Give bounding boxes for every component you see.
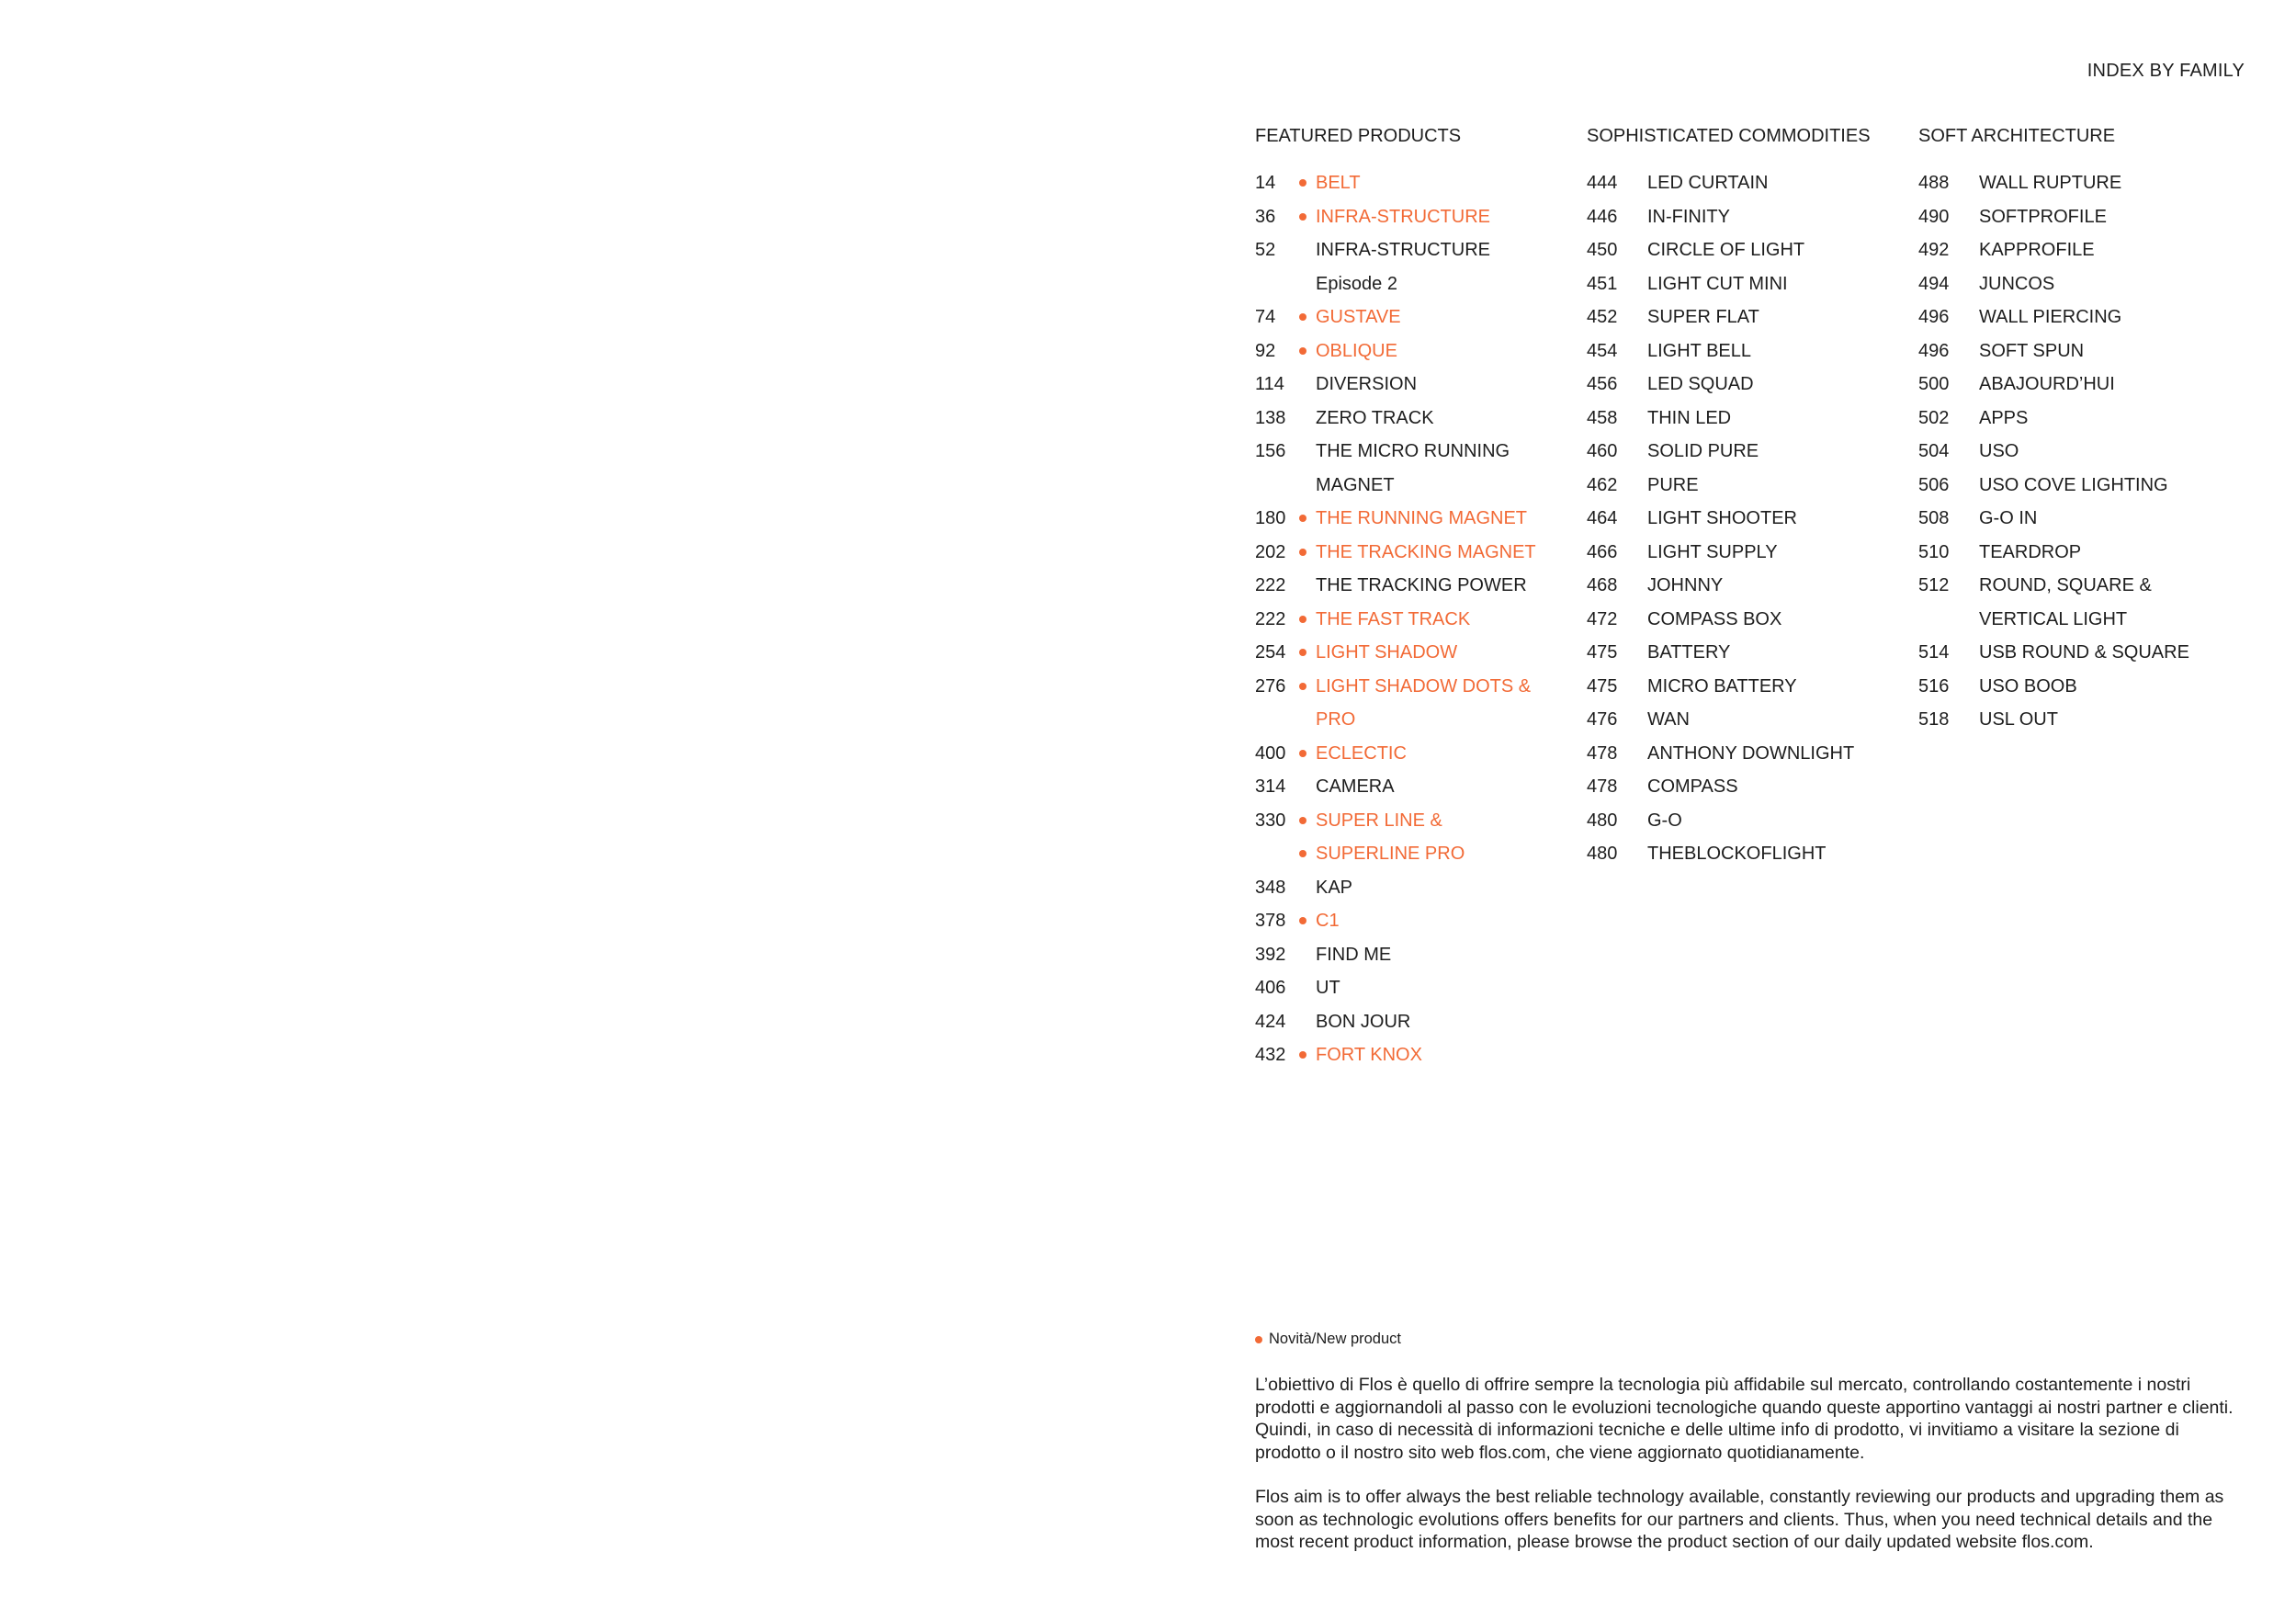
product-title: DIVERSION xyxy=(1316,374,1418,394)
column-title: SOFT ARCHITECTURE xyxy=(1918,126,2116,146)
index-row xyxy=(1255,1005,1586,1039)
bullet-slot xyxy=(1292,804,1316,838)
bullet-slot xyxy=(1292,670,1316,704)
product-title: TEARDROP xyxy=(1979,541,2082,562)
index-row xyxy=(1255,267,1586,301)
page-number: 496 xyxy=(1918,340,1950,361)
index-row xyxy=(1255,402,1586,436)
page-number: 378 xyxy=(1255,911,1286,931)
index-row xyxy=(1587,200,1917,234)
product-title: MAGNET xyxy=(1316,474,1395,495)
page-number: 52 xyxy=(1255,240,1276,260)
page-number: 516 xyxy=(1918,675,1950,697)
page-number: 478 xyxy=(1587,742,1618,764)
page-number: 462 xyxy=(1587,474,1618,495)
product-title: SUPER FLAT xyxy=(1647,307,1759,327)
index-row xyxy=(1587,670,1917,704)
product-title: APPS xyxy=(1979,407,2029,428)
product-title: COMPASS BOX xyxy=(1647,608,1782,629)
column-title: FEATURED PRODUCTS xyxy=(1255,126,1462,146)
page-number: 446 xyxy=(1587,206,1618,227)
index-row xyxy=(1587,368,1917,402)
new-product-dot-icon xyxy=(1299,616,1306,623)
page-number: 180 xyxy=(1255,508,1286,528)
page-number: 504 xyxy=(1918,441,1950,461)
page-number: 512 xyxy=(1918,575,1950,595)
new-product-dot-icon xyxy=(1299,213,1306,221)
index-row xyxy=(1255,871,1586,905)
product-title: COMPASS xyxy=(1647,776,1738,797)
new-product-dot-icon xyxy=(1299,683,1306,690)
page-number: 424 xyxy=(1255,1011,1286,1032)
page-number: 494 xyxy=(1918,273,1950,294)
product-title: G-O IN xyxy=(1979,508,2038,528)
product-title: CIRCLE OF LIGHT xyxy=(1647,240,1805,260)
page-number: 330 xyxy=(1255,810,1286,831)
index-row xyxy=(1255,469,1586,503)
index-row xyxy=(1255,502,1586,536)
page-number: 456 xyxy=(1587,374,1618,394)
index-row xyxy=(1255,603,1586,637)
page-number: 450 xyxy=(1587,240,1618,260)
index-row xyxy=(1587,703,1917,737)
index-row xyxy=(1255,737,1586,771)
index-row xyxy=(1255,435,1586,469)
bullet-slot xyxy=(1292,904,1316,938)
bullet-slot xyxy=(1292,871,1316,905)
page-number: 348 xyxy=(1255,877,1286,898)
bullet-slot xyxy=(1292,402,1316,436)
index-row xyxy=(1255,536,1586,570)
index-row xyxy=(1918,267,2249,301)
product-title: JOHNNY xyxy=(1647,575,1724,595)
page-number: 506 xyxy=(1918,474,1950,495)
page-number: 500 xyxy=(1918,374,1950,394)
index-row xyxy=(1587,603,1917,637)
index-row xyxy=(1918,300,2249,334)
page-number xyxy=(1255,267,1292,301)
new-product-dot-icon xyxy=(1299,750,1306,757)
bullet-slot xyxy=(1292,267,1316,301)
product-title: LED SQUAD xyxy=(1647,374,1754,394)
product-title: LIGHT SHOOTER xyxy=(1647,508,1797,528)
index-row xyxy=(1587,536,1917,570)
page-number xyxy=(1918,603,1979,637)
new-product-legend xyxy=(1255,1331,1401,1348)
bullet-slot xyxy=(1292,603,1316,637)
index-row xyxy=(1587,300,1917,334)
index-row xyxy=(1587,804,1917,838)
page-number: 454 xyxy=(1587,340,1618,361)
product-title: USL OUT xyxy=(1979,709,2058,730)
bullet-slot xyxy=(1292,636,1316,670)
product-list xyxy=(1587,166,1917,871)
index-row xyxy=(1255,200,1586,234)
product-list xyxy=(1918,166,2249,737)
page-number xyxy=(1255,703,1292,737)
product-title: JUNCOS xyxy=(1979,273,2055,294)
bullet-slot xyxy=(1292,737,1316,771)
product-title: G-O xyxy=(1647,810,1682,831)
page-number: 406 xyxy=(1255,978,1286,998)
index-row xyxy=(1255,368,1586,402)
index-row xyxy=(1587,737,1917,771)
new-product-dot-icon xyxy=(1299,850,1306,857)
index-row xyxy=(1255,703,1586,737)
product-title: FIND ME xyxy=(1316,944,1392,965)
index-header: INDEX BY FAMILY xyxy=(2087,61,2245,81)
index-row xyxy=(1918,200,2249,234)
product-title: LIGHT BELL xyxy=(1647,340,1752,361)
index-row xyxy=(1918,569,2249,603)
bullet-slot xyxy=(1292,971,1316,1005)
product-title: THEBLOCKOFLIGHT xyxy=(1647,844,1827,864)
product-title: SUPER LINE & xyxy=(1316,810,1442,831)
page-number: 510 xyxy=(1918,541,1950,562)
product-title: MICRO BATTERY xyxy=(1647,675,1797,697)
product-title: ECLECTIC xyxy=(1316,742,1407,764)
product-title: FORT KNOX xyxy=(1316,1045,1422,1065)
page-number: 458 xyxy=(1587,407,1618,428)
bullet-slot xyxy=(1292,1038,1316,1072)
index-row xyxy=(1255,300,1586,334)
index-row xyxy=(1918,502,2249,536)
page-number: 502 xyxy=(1918,407,1950,428)
index-row xyxy=(1255,971,1586,1005)
index-row xyxy=(1587,502,1917,536)
product-title: SOFT SPUN xyxy=(1979,340,2085,361)
bullet-slot xyxy=(1292,770,1316,804)
page-number xyxy=(1255,837,1292,871)
page-number: 222 xyxy=(1255,575,1286,595)
bullet-slot xyxy=(1292,1005,1316,1039)
page-number: 14 xyxy=(1255,173,1276,193)
index-row xyxy=(1255,837,1586,871)
index-row xyxy=(1918,368,2249,402)
bullet-slot xyxy=(1292,536,1316,570)
page-number: 156 xyxy=(1255,441,1286,461)
product-title: THE TRACKING MAGNET xyxy=(1316,541,1536,562)
page-number: 392 xyxy=(1255,944,1286,965)
index-row xyxy=(1918,166,2249,200)
index-row xyxy=(1587,267,1917,301)
product-title: LIGHT SUPPLY xyxy=(1647,541,1778,562)
index-row xyxy=(1255,804,1586,838)
bullet-slot xyxy=(1292,166,1316,200)
bullet-slot xyxy=(1292,233,1316,267)
index-row xyxy=(1587,837,1917,871)
index-row xyxy=(1587,233,1917,267)
product-title: USO COVE LIGHTING xyxy=(1979,474,2168,495)
product-title: USB ROUND & SQUARE xyxy=(1979,642,2189,663)
index-row xyxy=(1587,402,1917,436)
product-title: KAPPROFILE xyxy=(1979,240,2095,260)
product-title: BATTERY xyxy=(1647,642,1731,663)
page-number: 472 xyxy=(1587,608,1618,629)
product-title: WALL PIERCING xyxy=(1979,307,2122,327)
bullet-slot xyxy=(1292,569,1316,603)
bullet-slot xyxy=(1292,435,1316,469)
new-product-dot-icon xyxy=(1299,817,1306,824)
product-title: SUPERLINE PRO xyxy=(1316,844,1465,864)
index-row xyxy=(1918,402,2249,436)
index-row xyxy=(1587,770,1917,804)
index-row xyxy=(1587,636,1917,670)
english-note: Flos aim is to offer always the best reliable technology available, constantly reviewing our products and upgrading them as soon as technologic evolutions offers benefits for our partners and clients. Thus, when you need technical details and the most recent product information, please browse the product section of our daily updated website flos.com. xyxy=(1255,1487,2224,1552)
new-product-dot-icon xyxy=(1299,649,1306,656)
index-row xyxy=(1255,569,1586,603)
page-number: 476 xyxy=(1587,709,1618,730)
index-row xyxy=(1587,334,1917,368)
page-number: 114 xyxy=(1255,374,1284,394)
index-row xyxy=(1255,770,1586,804)
new-product-dot-icon xyxy=(1299,347,1306,355)
index-row xyxy=(1255,166,1586,200)
index-row xyxy=(1587,166,1917,200)
product-title: INFRA-STRUCTURE xyxy=(1316,206,1490,227)
product-title: KAP xyxy=(1316,877,1353,898)
column-soft-architecture xyxy=(1918,125,2249,737)
page-number: 276 xyxy=(1255,675,1286,697)
index-row xyxy=(1255,1038,1586,1072)
product-title: SOLID PURE xyxy=(1647,441,1759,461)
index-row xyxy=(1918,703,2249,737)
page-number: 460 xyxy=(1587,441,1618,461)
page-number: 480 xyxy=(1587,810,1618,831)
page-number: 475 xyxy=(1587,642,1618,663)
product-list xyxy=(1255,166,1586,1072)
index-row xyxy=(1918,603,2249,637)
page-number: 432 xyxy=(1255,1045,1286,1065)
bullet-slot xyxy=(1292,837,1316,871)
index-row xyxy=(1255,334,1586,368)
product-title: THIN LED xyxy=(1647,407,1732,428)
product-title: GUSTAVE xyxy=(1316,307,1401,327)
index-row xyxy=(1918,233,2249,267)
page-number: 138 xyxy=(1255,407,1286,428)
product-title: VERTICAL LIGHT xyxy=(1979,608,2128,629)
bullet-slot xyxy=(1292,368,1316,402)
page-number: 508 xyxy=(1918,508,1950,528)
bullet-slot xyxy=(1292,938,1316,972)
italian-note: L’obiettivo di Flos è quello di offrire sempre la tecnologia più affidabile sul mercato, controllando costantemente i nostri prodotti e aggiornandoli al passo con le evoluzioni tecnologiche quando queste apportino vantaggi ai nostri partner e clienti. Quindi, in caso di necessità di informazioni tecniche e delle ultime info di prodotto, vi invitiamo a visitare la sezione di prodotto o il nostro sito web flos.com, che viene aggiornato quotidianamente. xyxy=(1255,1375,2234,1463)
index-row xyxy=(1918,435,2249,469)
product-title: SOFTPROFILE xyxy=(1979,206,2107,227)
product-title: ANTHONY DOWNLIGHT xyxy=(1647,742,1855,764)
page-number: 492 xyxy=(1918,240,1950,260)
product-title: USO BOOB xyxy=(1979,675,2077,697)
product-title: ZERO TRACK xyxy=(1316,407,1434,428)
product-title: BELT xyxy=(1316,173,1361,193)
column-sophisticated-commodities xyxy=(1587,125,1917,871)
page-number: 400 xyxy=(1255,742,1286,764)
page-number: 466 xyxy=(1587,541,1618,562)
index-row xyxy=(1918,469,2249,503)
column-featured-products xyxy=(1255,125,1586,1072)
product-title: THE TRACKING POWER xyxy=(1316,575,1527,595)
page-number: 518 xyxy=(1918,709,1950,730)
page-number: 92 xyxy=(1255,340,1276,361)
bullet-slot xyxy=(1292,469,1316,503)
page-number: 514 xyxy=(1918,642,1950,663)
page-number: 444 xyxy=(1587,173,1618,193)
page-number: 468 xyxy=(1587,575,1618,595)
page-number: 452 xyxy=(1587,307,1618,327)
new-product-dot-icon xyxy=(1299,313,1306,321)
bullet-slot xyxy=(1292,334,1316,368)
bullet-slot xyxy=(1292,502,1316,536)
product-title: INFRA-STRUCTURE xyxy=(1316,240,1490,260)
product-title: THE FAST TRACK xyxy=(1316,608,1471,629)
index-row xyxy=(1255,904,1586,938)
new-product-dot-icon xyxy=(1299,515,1306,522)
page-number: 74 xyxy=(1255,307,1276,327)
new-product-dot-icon xyxy=(1299,1051,1306,1059)
new-product-dot-icon xyxy=(1299,179,1306,187)
page-number: 464 xyxy=(1587,508,1618,528)
page-number: 254 xyxy=(1255,642,1286,663)
index-row xyxy=(1255,233,1586,267)
product-title: USO xyxy=(1979,441,2019,461)
index-row xyxy=(1587,435,1917,469)
index-row xyxy=(1255,938,1586,972)
index-row xyxy=(1255,636,1586,670)
page-number xyxy=(1255,469,1292,503)
page-number: 222 xyxy=(1255,608,1286,629)
bullet-slot xyxy=(1292,200,1316,234)
product-title: PRO xyxy=(1316,709,1356,730)
product-title: ROUND, SQUARE & xyxy=(1979,575,2152,595)
index-row xyxy=(1255,670,1586,704)
index-row xyxy=(1918,334,2249,368)
product-title: IN-FINITY xyxy=(1647,206,1730,227)
product-title: Episode 2 xyxy=(1316,273,1397,294)
product-title: WALL RUPTURE xyxy=(1979,173,2122,193)
product-title: C1 xyxy=(1316,911,1340,931)
page-number: 490 xyxy=(1918,206,1950,227)
legend-label: Novità/New product xyxy=(1269,1331,1401,1347)
bullet-slot xyxy=(1292,703,1316,737)
page-number: 496 xyxy=(1918,307,1950,327)
new-product-dot-icon xyxy=(1299,917,1306,924)
new-product-dot-icon xyxy=(1299,549,1306,556)
index-row xyxy=(1587,569,1917,603)
index-row xyxy=(1587,469,1917,503)
product-title: THE MICRO RUNNING xyxy=(1316,441,1510,461)
column-title: SOPHISTICATED COMMODITIES xyxy=(1587,126,1871,146)
new-product-dot-icon xyxy=(1255,1336,1262,1343)
product-title: LIGHT CUT MINI xyxy=(1647,273,1788,294)
product-title: LED CURTAIN xyxy=(1647,173,1769,193)
product-title: CAMERA xyxy=(1316,776,1395,797)
page-number: 451 xyxy=(1587,273,1618,294)
product-title: THE RUNNING MAGNET xyxy=(1316,508,1527,528)
index-row xyxy=(1918,536,2249,570)
product-title: WAN xyxy=(1647,709,1690,730)
index-row xyxy=(1918,636,2249,670)
page-number: 36 xyxy=(1255,206,1276,227)
product-title: BON JOUR xyxy=(1316,1011,1411,1032)
index-row xyxy=(1918,670,2249,704)
product-title: OBLIQUE xyxy=(1316,340,1397,361)
product-title: PURE xyxy=(1647,474,1699,495)
page-number: 478 xyxy=(1587,776,1618,797)
page-number: 202 xyxy=(1255,541,1286,562)
page-number: 488 xyxy=(1918,173,1950,193)
product-title: ABAJOURD’HUI xyxy=(1979,374,2115,394)
bullet-slot xyxy=(1292,300,1316,334)
page-number: 475 xyxy=(1587,675,1618,697)
page-number: 480 xyxy=(1587,844,1618,864)
product-title: UT xyxy=(1316,978,1340,998)
product-title: LIGHT SHADOW DOTS & xyxy=(1316,675,1532,697)
page-number: 314 xyxy=(1255,776,1286,797)
product-title: LIGHT SHADOW xyxy=(1316,642,1458,663)
